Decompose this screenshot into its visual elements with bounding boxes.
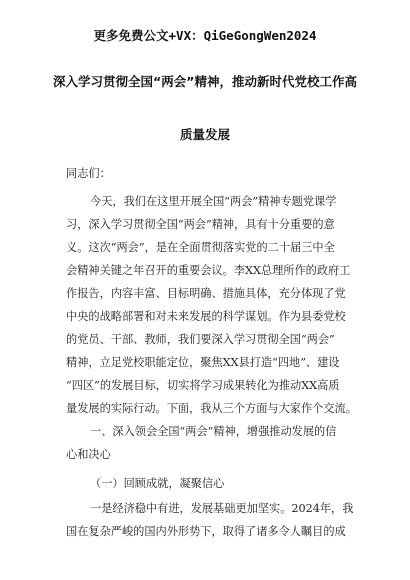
paragraph-line: 会精神关键之年召开的重要会议。李XX总理所作的政府工 [66,264,351,277]
paragraph-line: 义。这次“两会”，是在全面贯彻落实党的二十届三中全 [66,241,335,254]
paragraph-line: 作报告，内容丰富、目标明确、措施具体，充分体现了党 [66,287,346,300]
paragraph-line: 的党员、干部、教师，我们要深入学习贯彻全国“两会” [66,333,335,346]
paragraph-line: 一是经济稳中有进，发展基础更加坚实。2024年，我 [90,502,354,515]
paragraph-line: 习，深入学习贯彻全国“两会”精神，具有十分重要的意 [66,218,335,231]
paragraph-line: “四区”的发展目标，切实将学习成果转化为推动XX高质 [66,379,340,392]
document-title-line-2: 质量发展 [179,127,230,142]
paragraph-line: 今天，我们在这里开展全国“两会”精神专题党课学 [90,195,337,208]
section-heading-line-2: 心和决心 [66,448,111,461]
paragraph-line: 中央的战略部署和对未来发展的科学谋划。作为县委党校 [66,310,346,323]
section-heading-line-1: 一、深入领会全国“两会”精神，增强推动发展的信 [90,425,337,438]
subsection-heading: （一）回顾成就，凝聚信心 [90,477,225,490]
salutation: 同志们： [66,167,111,180]
paragraph-line: 精神，立足党校职能定位，聚焦XX县打造“四地”、建设 [66,356,340,369]
paragraph-line: 量发展的实际行动。下面，我从三个方面与大家作个交流。 [66,402,357,415]
promo-header: 更多免费公文+VX：QiGeGongWen2024 [93,28,317,43]
paragraph-line: 国在复杂严峻的国内外形势下，取得了诸多令人瞩目的成 [66,525,346,538]
document-title-line-1: 深入学习贯彻全国“两会”精神，推动新时代党校工作高 [53,74,357,89]
